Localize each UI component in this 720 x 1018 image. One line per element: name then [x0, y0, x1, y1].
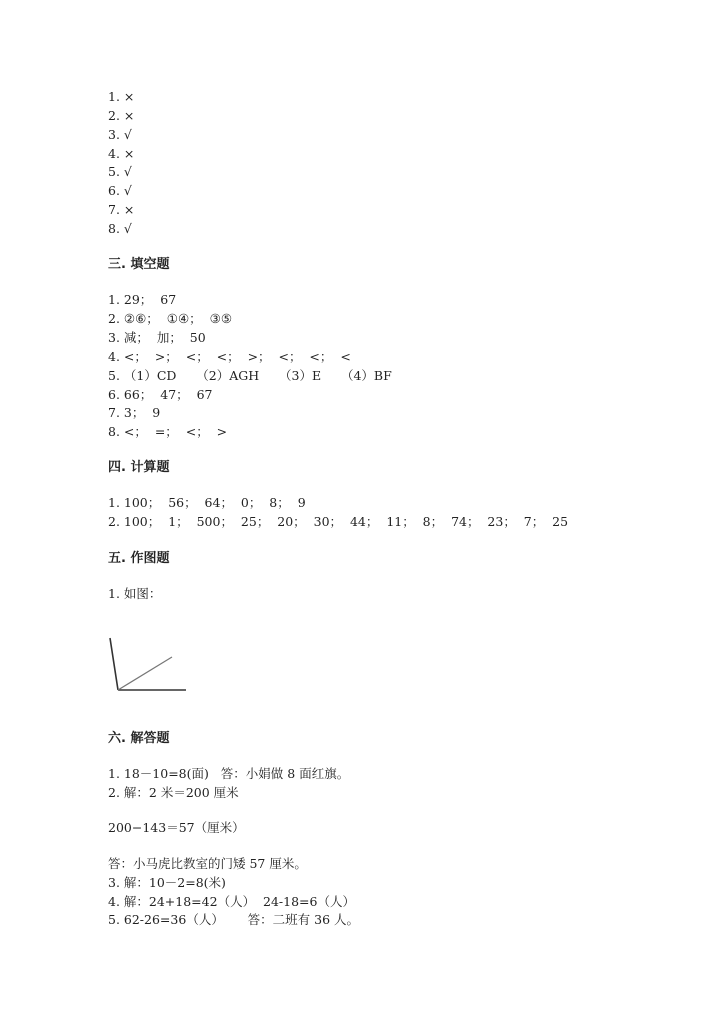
angle-inner-ray [118, 657, 172, 690]
section-heading-fill-blank: 三. 填空题 [108, 257, 170, 272]
fill-blank-answer-2: 2. ②⑥； ①④； ③⑤ [108, 311, 233, 326]
calculation-answer-1: 1. 100； 56； 64； 0； 8； 9 [108, 495, 306, 510]
calculation-answer-2: 2. 100； 1； 500； 25； 20； 30； 44； 11； 8； 74； 23； 7； 25 [108, 514, 569, 529]
word-problem-answer-4: 4. 解：24+18=42（人） 24-18=6（人） [108, 894, 355, 909]
drawing-answer-1: 1. 如图： [108, 586, 162, 601]
fill-blank-answer-8: 8. <； =； <； > [108, 424, 228, 439]
section-heading-calculation: 四. 计算题 [108, 460, 170, 475]
judgement-answer-8: 8. √ [108, 221, 132, 236]
word-problem-answer-3: 3. 解：10－2=8(米) [108, 875, 226, 890]
judgement-answer-3: 3. √ [108, 127, 132, 142]
word-problem-answer-1: 1. 18－10=8(面) 答：小娟做 8 面红旗。 [108, 766, 350, 781]
judgement-answer-2: 2. × [108, 108, 135, 123]
fill-blank-answer-6: 6. 66； 47； 67 [108, 387, 213, 402]
section-heading-drawing: 五. 作图题 [108, 551, 170, 566]
word-problem-answer-2-reply: 答：小马虎比教室的门矮 57 厘米。 [108, 856, 307, 871]
angle-drawing-figure [108, 632, 192, 696]
fill-blank-answer-7: 7. 3； 9 [108, 405, 161, 420]
section-heading-word-problems: 六. 解答题 [108, 731, 170, 746]
fill-blank-answer-4: 4. <； >； <； <； >； <； <； < [108, 349, 351, 364]
word-problem-answer-5: 5. 62-26=36（人） 答：二班有 36 人。 [108, 912, 360, 927]
fill-blank-answer-5: 5. （1）CD （2）AGH （3）E （4）BF [108, 368, 392, 383]
word-problem-answer-2-calc: 200−143＝57（厘米） [108, 820, 245, 835]
angle-left-ray [110, 638, 118, 690]
judgement-answer-1: 1. × [108, 89, 135, 104]
fill-blank-answer-1: 1. 29； 67 [108, 292, 177, 307]
word-problem-answer-2: 2. 解：2 米＝200 厘米 [108, 785, 239, 800]
judgement-answer-6: 6. √ [108, 183, 132, 198]
judgement-answer-5: 5. √ [108, 164, 132, 179]
judgement-answer-7: 7. × [108, 202, 135, 217]
judgement-answer-4: 4. × [108, 146, 135, 161]
fill-blank-answer-3: 3. 减； 加； 50 [108, 330, 206, 345]
